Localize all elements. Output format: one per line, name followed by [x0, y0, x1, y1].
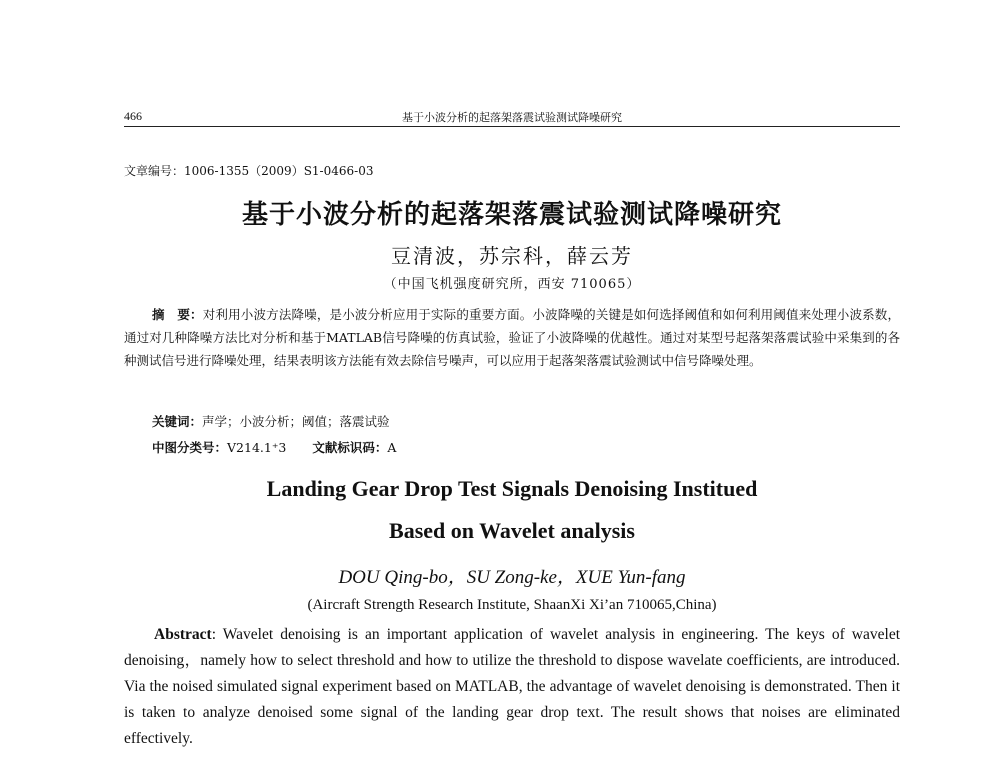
article-number-value: 1006-1355（2009）S1-0466-03 [184, 164, 374, 178]
cn-authors: 豆清波，苏宗科，薛云芳 [391, 244, 633, 268]
cn-keywords [152, 412, 390, 430]
en-abstract-text: : Wavelet denoising is an important application of wavelet analysis in engineering. The keys of wavelet denoising，namely how to select threshold and how to utilize the threshold to dispose wavelate coefficients, are introduced. Via the noised simulated signal experiment based on MATLAB, the advantage of wavelet denoising is demonstrated. Then it is taken to analyze denoised some signal of the landing gear drop text. The result shows that noises are eliminated effectively. [124, 626, 900, 747]
en-abstract [124, 622, 900, 752]
cn-abstract-text: 对利用小波方法降噪，是小波分析应用于实际的重要方面。小波降噪的关键是如何选择阈值和如何利用阈值来处理小波系数，通过对几种降噪方法比对分析和基于MATLAB信号降噪的仿真试验，验证了小波降噪的优越性。通过对某型号起落架落震试验中采集到的各种测试信号进行降噪处理，结果表明该方法能有效去除信号噪声，可以应用于起落架落震试验测试中信号降噪处理。 [124, 307, 900, 368]
en-affiliation: (Aircraft Strength Research Institute, ShaanXi Xi’an 710065,China) [307, 597, 717, 613]
page-header [124, 107, 900, 127]
doc-code-label: 文献标识码： [312, 440, 388, 455]
running-title: 基于小波分析的起落架落震试验测试降噪研究 [402, 111, 622, 124]
cn-abstract [124, 303, 900, 372]
cn-affiliation: （中国飞机强度研究所，西安 710065） [383, 277, 641, 292]
header-rule [124, 126, 900, 127]
doc-code-value: A [387, 440, 397, 455]
article-number [124, 162, 373, 179]
en-title-line-2: Based on Wavelet analysis [389, 518, 635, 543]
cn-title: 基于小波分析的起落架落震试验测试降噪研究 [241, 200, 782, 230]
cn-keywords-value: 声学；小波分析；阈值；落震试验 [202, 414, 390, 429]
en-abstract-label: Abstract [154, 626, 212, 643]
clc-value: V214.1⁺3 [227, 440, 287, 455]
page-number: 466 [124, 109, 142, 123]
article-number-label: 文章编号： [124, 164, 185, 178]
cn-keywords-label: 关键词： [152, 414, 203, 429]
classification-line [152, 438, 396, 456]
clc-label: 中图分类号： [152, 440, 228, 455]
en-authors: DOU Qing-bo，SU Zong-ke，XUE Yun-fang [338, 567, 686, 588]
en-title-line-1: Landing Gear Drop Test Signals Denoising Institued [266, 476, 758, 501]
cn-abstract-label: 摘 要： [152, 307, 203, 322]
